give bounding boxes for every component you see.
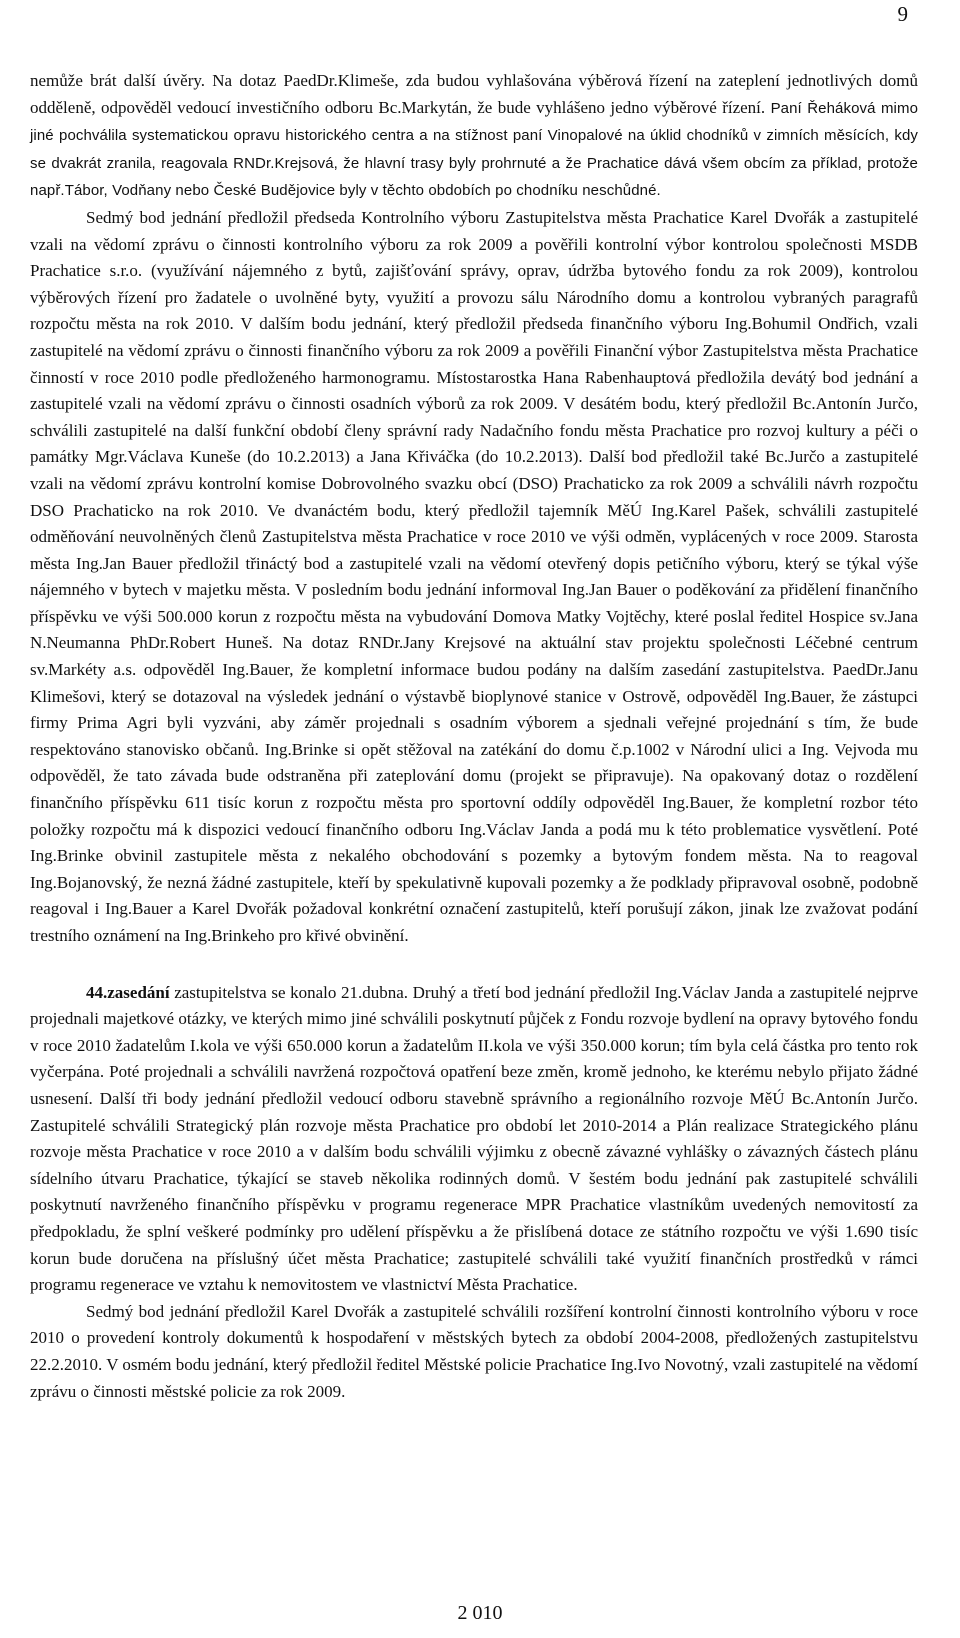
paragraph — [30, 68, 918, 205]
text-fragment-narrow: Paní Řeháková mimo jiné pochválila systematickou opravu historického centra a na stížnost paní Vinopalové na úklid chodníků v zimních měsících, kdy se dvakrát zranila, reagovala RNDr.Krejsová, že hlavní trasy byly prohrnuté a že Prachatice dává všem obcím za příklad, protože např.Tábor, Vodňany nebo České Budějovice byly v těchto obdobích po chodníku neschůdné. — [30, 99, 919, 200]
page-number: 9 — [897, 2, 908, 26]
paragraph-gap — [30, 950, 918, 980]
session-title: 44.zasedání — [86, 982, 170, 1002]
text-fragment: nemůže brát další úvěry. Na dotaz PaedDr.Klimeše, zda budou vyhlašována výběrová řízení na zateplení jednotlivých domů odděleně, odpověděl vedoucí investičního odboru Bc.Markytán, že bude vyhlášeno jedno výběrové řízení. — [30, 71, 918, 117]
paragraph: Sedmý bod jednání předložil Karel Dvořák a zastupitelé schválili rozšíření kontrolní činnosti kontrolního výboru v roce 2010 o provedení kontroly dokumentů k hospodaření v městských bytech za období 2004-2008, předložených zastupitelstvu 22.2.2010. V osmém bodu jednání, který předložil ředitel Městské policie Prachatice Ing.Ivo Novotný, vzali zastupitelé na vědomí zprávu o činnosti městské policie za rok 2009. — [30, 1301, 918, 1401]
paragraph — [30, 980, 918, 1299]
footer-year: 2 010 — [457, 1602, 503, 1624]
text-fragment: zastupitelstva se konalo 21.dubna. Druhý a třetí bod jednání předložil Ing.Václav Janda a zastupitelé nejprve projednali majetkové otázky, ve kterých mimo jiné schválili poskytnutí půjček z Fondu rozvoje bydlení na opravy bytového fondu v roce 2010 žadatelům I.kola ve výši 650.000 korun a žadatelům II.kola ve výši 350.000 korun; tím byla celá částka pro tento rok vyčerpána. Poté projednali a schválili navržená rozpočtová opatření beze změn, kromě jednoho, ke kterému nebylo přijato žádné usnesení. Další tři body jednání předložil vedoucí odboru stavebně správního a regionálního rozvoje MěÚ Bc.Antonín Jurčo. Zastupitelé schválili Strategický plán rozvoje města Prachatice pro období let 2010-2014 a Plán realizace Strategického plánu rozvoje města Prachatice v roce 2010 a v dalším bodu schválili výjimku z obecně závazné vyhlášky o závazných částech plánu sídelního útvaru Prachatice, týkající se staveb několika rodinných domů. V šestém bodu jednání pak zastupitelé schválili poskytnutí navrženého finančního příspěvku v programu regenerace MPR Prachatice vlastníkům uvedených nemovitostí za předpokladu, že splní veškeré podmínky pro udělení příspěvku a že přislíbená dotace ze státního rozpočtu ve výši 1.690 tisíc korun bude doručena na příslušný účet města Prachatice; zastupitelé schválili také využití finančních prostředků v rámci programu regenerace ve vztahu k nemovitostem ve vlastnictví Města Prachatice. — [30, 982, 918, 1295]
paragraph: Sedmý bod jednání předložil předseda Kontrolního výboru Zastupitelstva města Prachatice Karel Dvořák a zastupitelé vzali na vědomí zprávu o činnosti kontrolního výboru za rok 2009 a pověřili kontrolní výbor kontrolou společnosti MSDB Prachatice s.r.o. (využívání nájemného z bytů, zajišťování správy, oprav, údržba bytového fondu za rok 2009), kontrolou výběrových řízení pro žadatele o uvolněné byty, využití a provozu sálu Národního domu a kontrolou vybraných paragrafů rozpočtu města na rok 2010. V dalším bodu jednání, který předložil předseda finančního výboru Ing.Bohumil Ondřich, vzali zastupitelé na vědomí zprávu o činnosti finančního výboru za rok 2009 a pověřili Finanční výbor Zastupitelstva města Prachatice činností v roce 2010 podle předloženého harmonogramu. Místostarostka Hana Rabenhauptová předložila devátý bod jednání a zastupitelé vzali na vědomí zprávu o činnosti osadních výborů za rok 2009. V desátém bodu, který předložil Bc.Antonín Jurčo, schválili zastupitelé na další funkční období členy správní rady Nadačního fondu města Prachatice pro rozvoj kultury a péči o památky Mgr.Václava Kuneše (do 10.2.2013) a Jana Křiváčka (do 10.2.2013). Další bod předložil také Bc.Jurčo a zastupitelé vzali na vědomí zprávu kontrolní komise Dobrovolného svazku obcí (DSO) Prachaticko za rok 2009 a schválili návrh rozpočtu DSO Prachaticko na rok 2010. Ve dvanáctém bodu, který předložil tajemník MěÚ Ing.Karel Pašek, schválili zastupitelé odměňování neuvolněných členů Zastupitelstva města Prachatice v roce 2010 ve výši odměn, vyplácených v roce 2009. Starosta města Ing.Jan Bauer předložil třináctý bod a zastupitelé vzali na vědomí otevřený dopis petičního výboru, který se týkal výše nájemného v bytech v majetku města. V posledním bodu jednání informoval Ing.Jan Bauer o poděkování za přidělení finančního příspěvku ve výši 500.000 korun z rozpočtu města na vybudování Domova Matky Vojtěchy, které poslal ředitel Hospice sv.Jana N.Neumanna PhDr.Robert Huneš. Na dotaz RNDr.Jany Krejsové na aktuální stav projektu společnosti Léčebné centrum sv.Markéty a.s. odpověděl Ing.Bauer, že kompletní informace budou podány na dalším zasedání zastupitelstva. PaedDr.Janu Klimešovi, který se dotazoval na výsledek jednání o výstavbě bioplynové stanice v Ostrově, odpověděl Ing.Bauer, že zástupci firmy Prima Agri byli vyzváni, aby záměr projednali s osadním výborem a sjednali veřejné projednání s tím, že bude respektováno stanovisko občanů. Ing.Brinke si opět stěžoval na zatékání do domu č.p.1002 v Národní ulici a Ing. Vejvoda mu odpověděl, že tato závada bude odstraněna při zateplování domu (projekt se připravuje). Na opakovaný dotaz o rozdělení finančního příspěvku 611 tisíc korun z rozpočtu města pro sportovní oddíly odpověděl Ing.Bauer, že kompletní rozbor této položky rozpočtu má k dispozici vedoucí finančního odboru Ing.Václav Janda a podá mu k této problematice vysvětlení. Poté Ing.Brinke obvinil zastupitele města z nekalého obchodování s pozemky a bytovým fondem města. Na to reagoval Ing.Bojanovský, že nezná žádné zastupitele, kteří by spekulativně kupovali pozemky a že podklady připravoval osobně, podobně reagoval i Ing.Bauer a Karel Dvořák požadoval konkrétní označení zastupitelů, kteří porušují zákon, jinak lze zvažovat podání trestního oznámení na Ing.Brinkeho pro křivé obvinění. — [30, 207, 918, 945]
body-text — [30, 68, 918, 1405]
